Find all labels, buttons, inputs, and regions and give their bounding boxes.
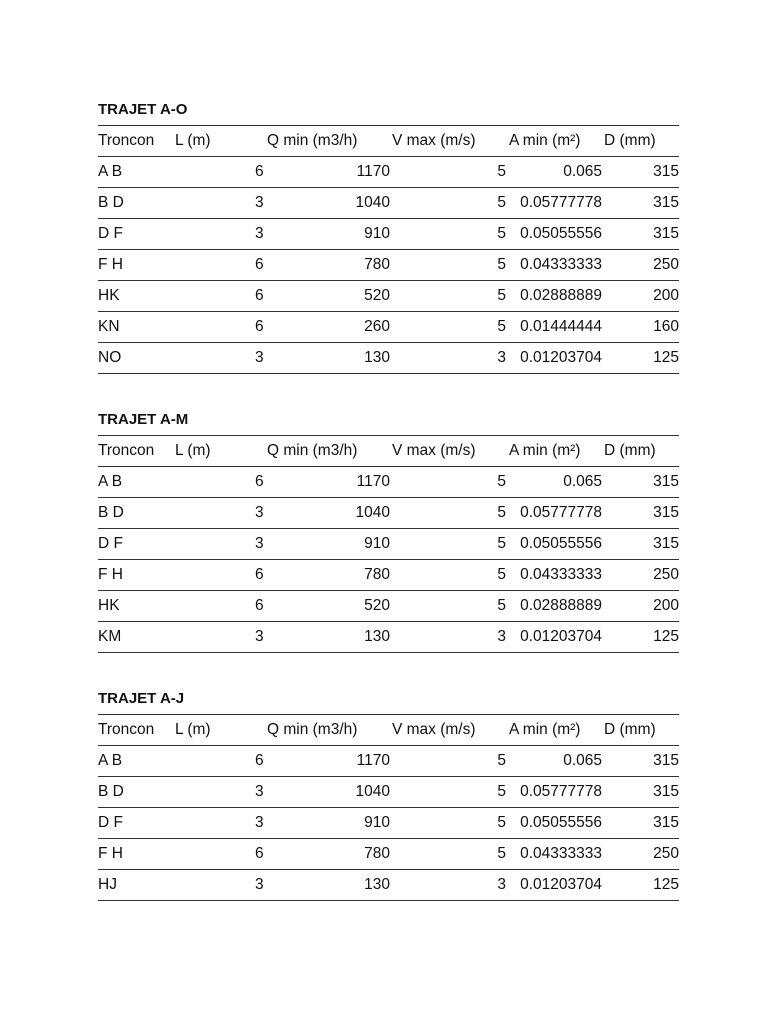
cell-troncon: B D <box>98 504 124 521</box>
cell-l: 6 <box>255 318 264 335</box>
section-trajet-a-o <box>98 99 679 374</box>
cell-troncon: B D <box>98 194 124 211</box>
cell-q: 520 <box>364 287 390 304</box>
table-row <box>98 622 679 653</box>
header-q: Q min (m3/h) <box>267 721 358 738</box>
cell-v: 5 <box>497 566 506 583</box>
table-row <box>98 839 679 870</box>
table-header-row <box>98 125 679 157</box>
cell-q: 910 <box>364 225 390 242</box>
header-q: Q min (m3/h) <box>267 132 358 149</box>
data-table <box>98 714 679 901</box>
cell-a: 0.01203704 <box>520 876 602 893</box>
cell-v: 5 <box>497 845 506 862</box>
cell-v: 5 <box>497 783 506 800</box>
cell-troncon: F H <box>98 566 123 583</box>
cell-troncon: HK <box>98 287 120 304</box>
cell-a: 0.05777778 <box>520 783 602 800</box>
cell-d: 250 <box>653 845 679 862</box>
cell-troncon: D F <box>98 535 123 552</box>
cell-d: 315 <box>653 535 679 552</box>
header-l: L (m) <box>175 721 211 738</box>
table-row <box>98 591 679 622</box>
cell-a: 0.05777778 <box>520 504 602 521</box>
cell-a: 0.05055556 <box>520 814 602 831</box>
cell-d: 200 <box>653 287 679 304</box>
section-title: TRAJET A-J <box>98 690 185 707</box>
header-troncon: Troncon <box>98 721 155 738</box>
cell-v: 3 <box>497 628 506 645</box>
header-l: L (m) <box>175 132 211 149</box>
cell-l: 6 <box>255 845 264 862</box>
cell-l: 6 <box>255 256 264 273</box>
cell-troncon: KN <box>98 318 120 335</box>
header-d: D (mm) <box>604 721 656 738</box>
cell-q: 780 <box>364 566 390 583</box>
header-a: A min (m²) <box>509 132 581 149</box>
header-v: V max (m/s) <box>392 442 476 459</box>
cell-v: 5 <box>497 473 506 490</box>
table-header-row <box>98 435 679 467</box>
cell-d: 200 <box>653 597 679 614</box>
cell-troncon: D F <box>98 814 123 831</box>
cell-troncon: A B <box>98 473 123 490</box>
cell-troncon: B D <box>98 783 124 800</box>
cell-l: 3 <box>255 225 264 242</box>
header-a: A min (m²) <box>509 442 581 459</box>
cell-d: 315 <box>653 752 679 769</box>
cell-q: 1170 <box>356 473 390 490</box>
cell-a: 0.04333333 <box>520 566 602 583</box>
cell-a: 0.05777778 <box>520 194 602 211</box>
cell-v: 5 <box>497 752 506 769</box>
cell-q: 130 <box>364 349 390 366</box>
section-trajet-a-m <box>98 409 679 653</box>
cell-d: 250 <box>653 256 679 273</box>
cell-a: 0.02888889 <box>520 287 602 304</box>
cell-troncon: F H <box>98 256 123 273</box>
cell-l: 6 <box>255 597 264 614</box>
cell-q: 1040 <box>355 504 390 521</box>
header-d: D (mm) <box>604 132 656 149</box>
table-row <box>98 312 679 343</box>
cell-a: 0.01203704 <box>520 349 602 366</box>
cell-v: 5 <box>497 256 506 273</box>
table-row <box>98 250 679 281</box>
cell-q: 1170 <box>356 163 390 180</box>
cell-v: 5 <box>497 318 506 335</box>
cell-q: 130 <box>364 876 390 893</box>
cell-l: 6 <box>255 163 264 180</box>
table-row <box>98 157 679 188</box>
table-row <box>98 560 679 591</box>
cell-q: 1170 <box>356 752 390 769</box>
cell-troncon: HK <box>98 597 120 614</box>
cell-l: 6 <box>255 752 264 769</box>
cell-troncon: A B <box>98 163 123 180</box>
header-troncon: Troncon <box>98 442 155 459</box>
cell-l: 6 <box>255 287 264 304</box>
cell-d: 315 <box>653 473 679 490</box>
table-row <box>98 219 679 250</box>
cell-l: 3 <box>255 194 264 211</box>
cell-q: 910 <box>364 535 390 552</box>
table-row <box>98 808 679 839</box>
cell-troncon: D F <box>98 225 123 242</box>
cell-q: 1040 <box>355 783 390 800</box>
cell-d: 315 <box>653 504 679 521</box>
table-header-row <box>98 714 679 746</box>
cell-d: 250 <box>653 566 679 583</box>
cell-a: 0.065 <box>563 473 602 490</box>
cell-d: 125 <box>653 628 679 645</box>
header-v: V max (m/s) <box>392 721 476 738</box>
cell-a: 0.065 <box>563 752 602 769</box>
cell-v: 5 <box>497 504 506 521</box>
header-a: A min (m²) <box>509 721 581 738</box>
header-v: V max (m/s) <box>392 132 476 149</box>
cell-v: 3 <box>497 876 506 893</box>
cell-v: 5 <box>497 287 506 304</box>
cell-a: 0.065 <box>563 163 602 180</box>
cell-troncon: F H <box>98 845 123 862</box>
cell-v: 5 <box>497 163 506 180</box>
cell-q: 780 <box>364 256 390 273</box>
cell-a: 0.02888889 <box>520 597 602 614</box>
cell-v: 5 <box>497 814 506 831</box>
cell-d: 315 <box>653 194 679 211</box>
section-trajet-a-j <box>98 688 679 901</box>
table-row <box>98 498 679 529</box>
cell-d: 315 <box>653 783 679 800</box>
cell-l: 3 <box>255 876 264 893</box>
header-d: D (mm) <box>604 442 656 459</box>
cell-d: 315 <box>653 814 679 831</box>
header-l: L (m) <box>175 442 211 459</box>
cell-l: 6 <box>255 566 264 583</box>
table-row <box>98 188 679 219</box>
section-title: TRAJET A-M <box>98 411 189 428</box>
cell-d: 125 <box>653 876 679 893</box>
cell-a: 0.04333333 <box>520 845 602 862</box>
cell-v: 5 <box>497 225 506 242</box>
cell-d: 315 <box>653 225 679 242</box>
table-row <box>98 343 679 374</box>
cell-q: 520 <box>364 597 390 614</box>
cell-a: 0.04333333 <box>520 256 602 273</box>
cell-v: 5 <box>497 597 506 614</box>
section-title: TRAJET A-O <box>98 101 188 118</box>
cell-l: 3 <box>255 628 264 645</box>
cell-q: 910 <box>364 814 390 831</box>
cell-l: 3 <box>255 814 264 831</box>
cell-q: 260 <box>364 318 390 335</box>
cell-l: 3 <box>255 535 264 552</box>
cell-q: 780 <box>364 845 390 862</box>
cell-v: 3 <box>497 349 506 366</box>
table-row <box>98 467 679 498</box>
cell-v: 5 <box>497 194 506 211</box>
cell-l: 3 <box>255 783 264 800</box>
cell-troncon: HJ <box>98 876 117 893</box>
cell-d: 125 <box>653 349 679 366</box>
table-row <box>98 529 679 560</box>
data-table <box>98 435 679 653</box>
header-q: Q min (m3/h) <box>267 442 358 459</box>
cell-troncon: NO <box>98 349 122 366</box>
cell-q: 1040 <box>355 194 390 211</box>
cell-troncon: KM <box>98 628 122 645</box>
cell-a: 0.05055556 <box>520 225 602 242</box>
data-table <box>98 125 679 374</box>
cell-a: 0.05055556 <box>520 535 602 552</box>
cell-l: 3 <box>255 349 264 366</box>
cell-l: 3 <box>255 504 264 521</box>
cell-d: 160 <box>653 318 679 335</box>
cell-a: 0.01444444 <box>520 318 602 335</box>
cell-a: 0.01203704 <box>520 628 602 645</box>
table-row <box>98 281 679 312</box>
cell-v: 5 <box>497 535 506 552</box>
header-troncon: Troncon <box>98 132 155 149</box>
table-row <box>98 746 679 777</box>
cell-d: 315 <box>653 163 679 180</box>
cell-q: 130 <box>364 628 390 645</box>
table-row <box>98 870 679 901</box>
table-row <box>98 777 679 808</box>
cell-troncon: A B <box>98 752 123 769</box>
cell-l: 6 <box>255 473 264 490</box>
